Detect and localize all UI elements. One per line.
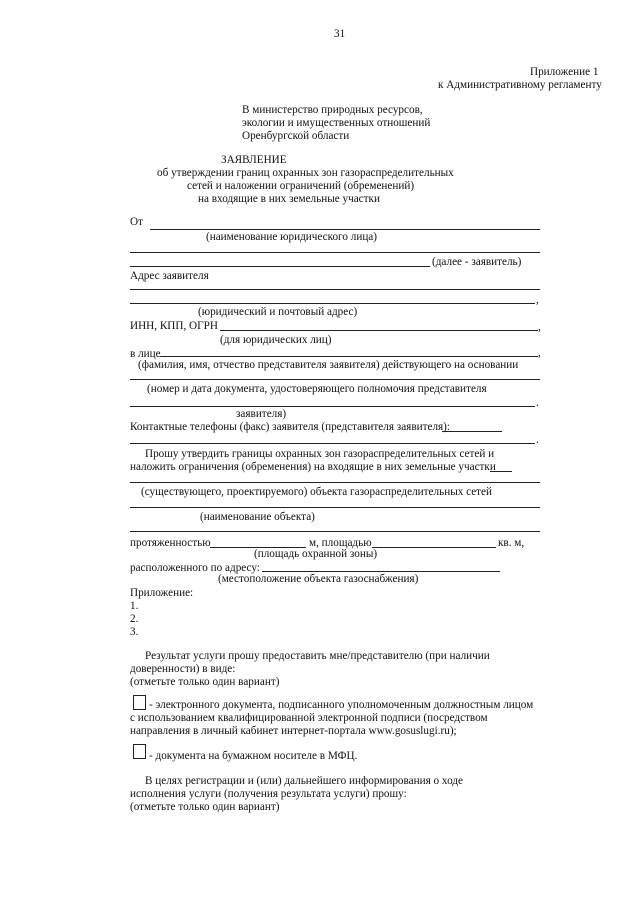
located-label: расположенного по адресу: — [130, 562, 260, 574]
address-caption: (юридический и почтовый адрес) — [198, 306, 358, 318]
addressee-line-1: В министерство природных ресурсов, — [242, 104, 423, 116]
attachment-item-3: 3. — [130, 626, 139, 638]
registration-hint: (отметьте только один вариант) — [130, 801, 280, 813]
person-field-line[interactable] — [160, 356, 538, 357]
zone-caption: (площадь охранной зоны) — [254, 548, 378, 560]
phones-field-line-2[interactable] — [130, 443, 535, 444]
page-number: 31 — [334, 28, 346, 40]
result-line-2: доверенности) в виде: — [130, 663, 236, 675]
phones-field-line[interactable] — [442, 431, 502, 432]
result-line-1: Результат услуги прошу предоставить мне/представителю (при наличии — [145, 650, 490, 662]
person-label: в лице — [130, 348, 161, 360]
result-option-1-line-2: с использованием квалифицированной электронной подписи (посредством — [130, 712, 488, 724]
result-option-1-line-3: направления в личный кабинет интернет-портала www.gosuslugi.ru); — [130, 725, 457, 737]
title-line-2: сетей и наложении ограничений (обременений) — [187, 180, 415, 192]
from-field-line[interactable] — [150, 229, 540, 230]
attachments-label: Приложение: — [130, 587, 194, 599]
length-label: протяженностью — [130, 537, 211, 549]
document-caption: (номер и дата документа, удостоверяющего полномочия представителя — [147, 383, 487, 395]
request-field-short[interactable] — [490, 471, 512, 472]
title-line-3: на входящие в них земельные участки — [198, 193, 380, 205]
paper-document-checkbox[interactable] — [133, 744, 146, 759]
applicant-field-line[interactable] — [130, 266, 430, 267]
addressee-line-2: экологии и имущественных отношений — [242, 117, 431, 129]
area-label: м, площадью — [309, 537, 372, 549]
area-field-line[interactable] — [372, 547, 496, 548]
document-caption-end: заявителя) — [236, 408, 287, 420]
phones-label: Контактные телефоны (факс) заявителя (представителя заявителя): — [130, 421, 451, 433]
request-line-1: Прошу утвердить границы охранных зон газораспределительных сетей и — [145, 448, 495, 460]
address-field-line[interactable] — [130, 289, 540, 290]
result-option-1-line-1: - электронного документа, подписанного уполномоченным должностным лицом — [149, 699, 534, 711]
request-field-line[interactable] — [130, 482, 540, 483]
title-heading: ЗАЯВЛЕНИЕ — [221, 154, 287, 166]
attachment-item-1: 1. — [130, 600, 139, 612]
object-name-caption: (наименование объекта) — [200, 511, 315, 523]
legal-entity-caption: (наименование юридического лица) — [206, 231, 377, 243]
registration-line-1: В целях регистрации и (или) дальнейшего информирования о ходе — [145, 775, 464, 787]
area-unit: кв. м, — [498, 537, 525, 549]
object-name-field-line[interactable] — [130, 531, 540, 532]
address-field-line-2[interactable] — [130, 303, 535, 304]
applicant-note: (далее - заявитель) — [432, 256, 522, 268]
object-field-line[interactable] — [130, 507, 540, 508]
inn-label: ИНН, КПП, ОГРН — [130, 320, 218, 332]
person-caption: (фамилия, имя, отчество представителя заявителя) действующего на основании — [138, 359, 519, 371]
basis-field-line[interactable] — [130, 379, 540, 380]
appendix-line-2: к Административному регламенту — [438, 79, 602, 91]
attachment-item-2: 2. — [130, 613, 139, 625]
appendix-line-1: Приложение 1 — [530, 66, 599, 78]
electronic-document-checkbox[interactable] — [133, 695, 146, 710]
title-line-1: об утверждении границ охранных зон газораспределительных — [157, 167, 454, 179]
from-field-line-2[interactable] — [130, 252, 540, 253]
inn-field-line[interactable] — [220, 330, 538, 331]
document-field-line[interactable] — [130, 406, 535, 407]
application-page: 31 Приложение 1 к Административному регламенту В министерство природных ресурсов, экологии и имущественных отношений Оренбургской области ЗАЯВЛЕНИЕ об утверждении границ охранных зон газораспределительных сетей и наложении ограничений (обременений) на входящие в них земельные участки От (наименование юридического лица) (далее - заявитель) Адрес заявителя , (юридический и почтовый адрес) ИНН, КПП, ОГРН , (для юридических лиц) в лице , (фамилия, имя, отчество представителя заявителя) действующего на основании (номер и дата документа, удостоверяющего полномочия представителя . заявителя) Контактные телефоны (факс) заявителя (представителя заявителя): . Прошу утвердить границы охранных зон газораспределительных сетей и наложить ограничения (обременения) на входящие в них земельные участки (существующего, проектируемого) объекта газораспределительных сетей (наименование объекта) протяженностью м, площадью кв. м, (площадь охранной зоны) расположенного по адресу: (местоположение объекта газоснабжения) Приложение: 1. 2. 3. Результат услуги прошу предоставить мне/представителю (при наличии доверенности) в виде: (отметьте только один вариант) - электронного документа, подписанного уполномоченным должностным лицом с использованием квалифицированной электронной подписи (посредством направления в личный кабинет интернет-портала www.gosuslugi.ru); - документа на бумажном носителе в МФЦ. В целях регистрации и (или) дальнейшего информирования о ходе исполнения услуги (получения результата услуги) прошу: (отметьте только один вариант) — [130, 28, 602, 813]
address-label: Адрес заявителя — [130, 270, 209, 282]
addressee-line-3: Оренбургской области — [242, 130, 350, 142]
location-caption: (местоположение объекта газоснабжения) — [218, 573, 419, 585]
inn-caption: (для юридических лиц) — [220, 334, 332, 346]
object-caption: (существующего, проектируемого) объекта газораспределительных сетей — [141, 486, 493, 498]
result-option-2: - документа на бумажном носителе в МФЦ. — [149, 750, 358, 762]
registration-line-2: исполнения услуги (получения результата услуги) прошу: — [130, 788, 407, 800]
from-label: От — [130, 216, 143, 228]
request-line-2: наложить ограничения (обременения) на входящие в них земельные участки — [130, 461, 496, 473]
location-field-line[interactable] — [262, 571, 500, 572]
result-hint: (отметьте только один вариант) — [130, 676, 280, 688]
